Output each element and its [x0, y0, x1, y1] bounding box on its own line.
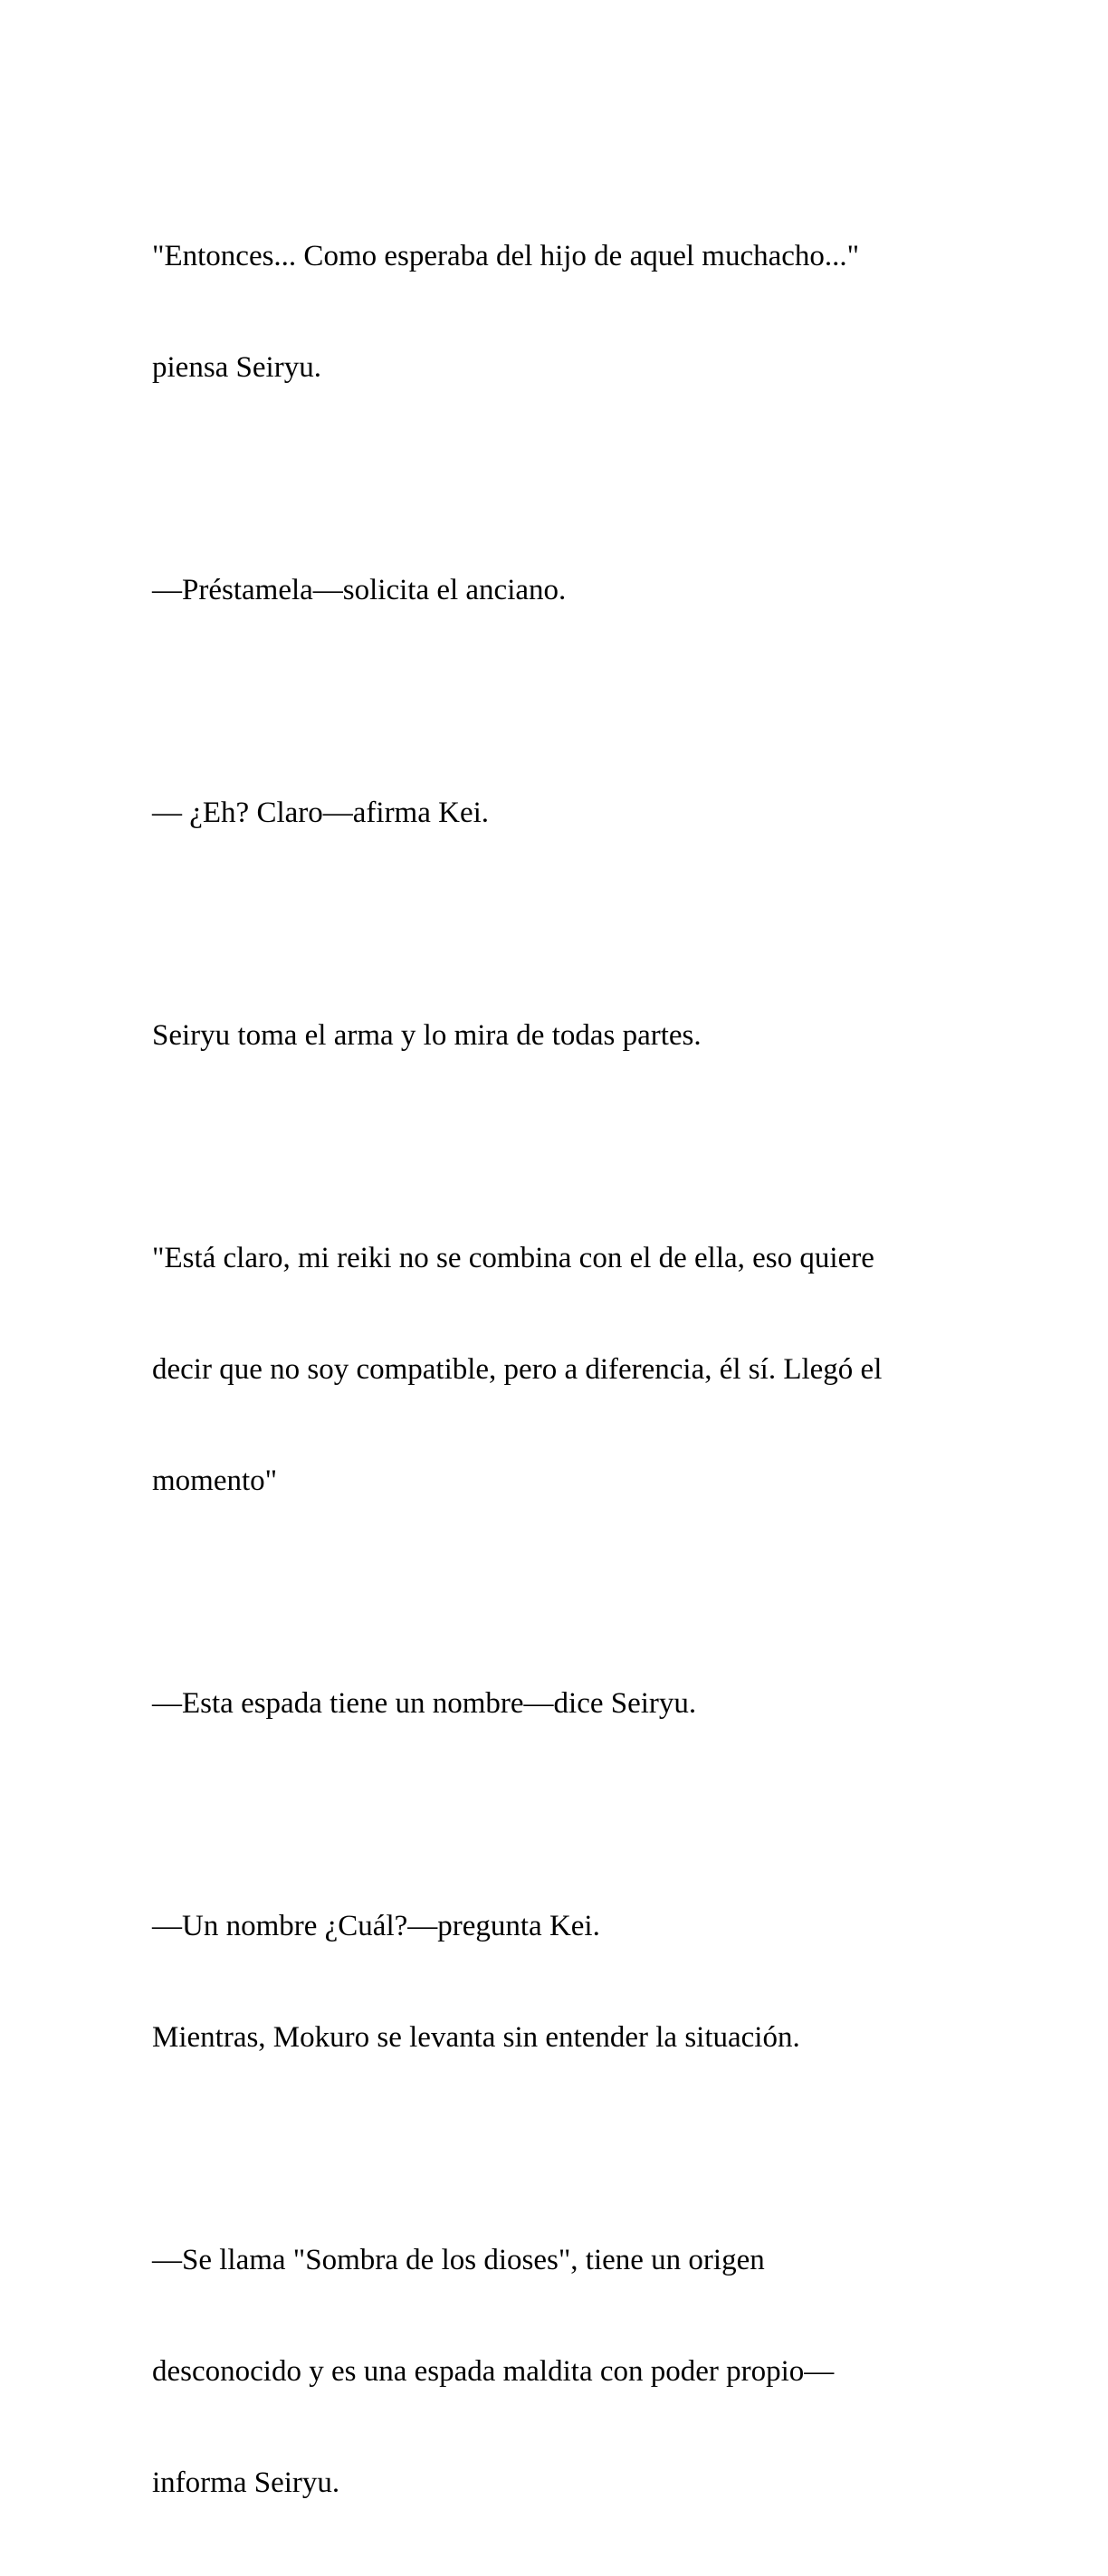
text-line: piensa Seiryu. — [152, 351, 321, 384]
text-line: momento" — [152, 1465, 278, 1497]
paragraph — [152, 720, 967, 906]
text-line: —Se llama "Sombra de los dioses", tiene un origen — [152, 2244, 765, 2276]
text-line: decir que no soy compatible, pero a diferencia, él sí. Llegó el — [152, 1353, 883, 1386]
text-line: informa Seiryu. — [152, 2466, 340, 2499]
text-line: —Un nombre ¿Cuál?—pregunta Kei. — [152, 1910, 600, 1942]
text-line: — ¿Eh? Claro—afirma Kei. — [152, 797, 490, 829]
paragraph — [152, 2168, 967, 2576]
text-line: —Esta espada tiene un nombre—dice Seiryu. — [152, 1687, 697, 1720]
paragraph — [152, 1834, 967, 2131]
paragraph — [152, 1166, 967, 1574]
text-line: "Está claro, mi reiki no se combina con el de ella, eso quiere — [152, 1242, 874, 1274]
paragraph — [152, 164, 967, 461]
paragraph — [152, 943, 967, 1129]
document-page — [152, 164, 967, 2576]
text-line: desconocido y es una espada maldita con poder propio— — [152, 2355, 835, 2388]
paragraph — [152, 498, 967, 683]
text-line: "Entonces... Como esperaba del hijo de aquel muchacho..." — [152, 240, 860, 272]
text-line: Seiryu toma el arma y lo mira de todas partes. — [152, 1019, 702, 1052]
paragraph — [152, 1611, 967, 1797]
text-line: Mientras, Mokuro se levanta sin entender la situación. — [152, 2021, 800, 2054]
text-line: —Préstamela—solicita el anciano. — [152, 574, 567, 606]
